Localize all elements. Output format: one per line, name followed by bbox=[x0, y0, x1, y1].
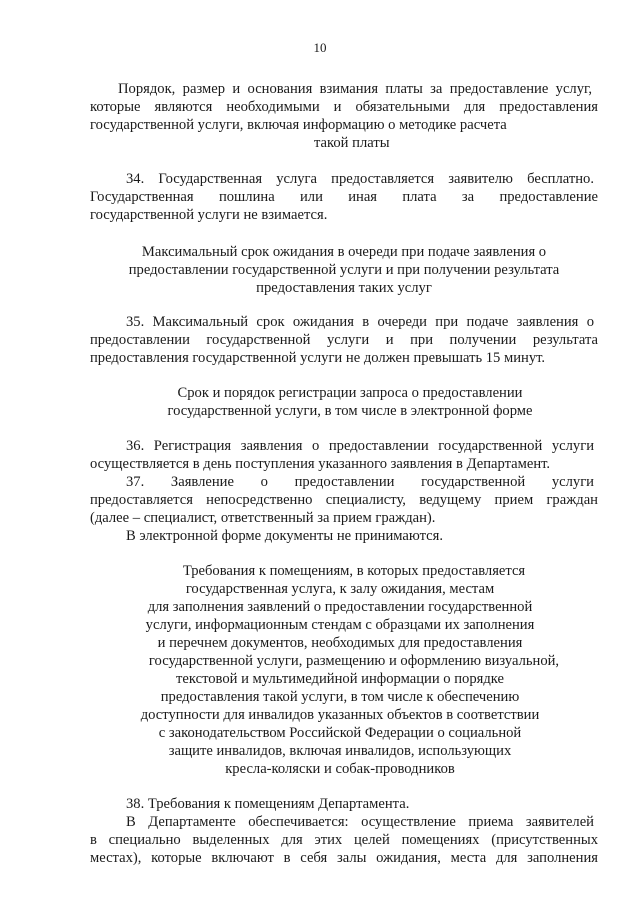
heading-premises-line: и перечнем документов, необходимых для предоставления bbox=[157, 635, 523, 651]
heading-premises-line: услуги, информационным стендам с образцами их заполнения bbox=[145, 617, 535, 633]
heading-premises-line: защите инвалидов, включая инвалидов, использующих bbox=[168, 743, 512, 759]
paragraph-34-line: государственной услуги не взимается. bbox=[90, 207, 328, 223]
heading-premises-line: государственная услуга, к залу ожидания, местам bbox=[185, 581, 495, 597]
paragraph-36-line: 36. Регистрация заявления о предоставлении государственной услуги bbox=[126, 438, 594, 454]
paragraph-37-line: (далее – специалист, ответственный за прием граждан). bbox=[90, 510, 436, 526]
paragraph-38-line: местах), которые включают в себя залы ожидания, места для заполнения bbox=[90, 850, 598, 866]
paragraph-37-line: В электронной форме документы не принимаются. bbox=[126, 528, 444, 544]
paragraph-36-line: осуществляется в день поступления указанного заявления в Департамент. bbox=[90, 456, 551, 472]
heading-payment-line: такой платы bbox=[314, 135, 390, 151]
heading-premises-line: текстовой и мультимедийной информации о порядке bbox=[176, 671, 504, 687]
paragraph-35-line: предоставлении государственной услуги и при получении результата bbox=[90, 332, 598, 348]
heading-waiting-time-line: Максимальный срок ожидания в очереди при подаче заявления о bbox=[141, 244, 547, 260]
heading-premises-line: Требования к помещениям, в которых предоставляется bbox=[182, 563, 526, 579]
heading-premises-line: с законодательством Российской Федерации о социальной bbox=[158, 725, 522, 741]
heading-payment-line: государственной услуги, включая информацию о методике расчета bbox=[90, 117, 507, 133]
heading-registration-line: Срок и порядок регистрации запроса о предоставлении bbox=[177, 385, 523, 401]
heading-premises-line: предоставления такой услуги, в том числе к обеспечению bbox=[160, 689, 520, 705]
paragraph-35-line: предоставления государственной услуги не должен превышать 15 минут. bbox=[90, 350, 546, 366]
paragraph-37-line: 37. Заявление о предоставлении государственной услуги bbox=[126, 474, 594, 490]
page-number: 10 bbox=[313, 40, 327, 55]
paragraph-34-line: 34. Государственная услуга предоставляется заявителю бесплатно. bbox=[126, 171, 594, 187]
heading-payment-line: которые являются необходимыми и обязательными для предоставления bbox=[90, 99, 598, 115]
heading-waiting-time-line: предоставления таких услуг bbox=[256, 280, 432, 296]
paragraph-38-line: в специально выделенных для этих целей помещениях (присутственных bbox=[90, 832, 598, 848]
paragraph-35-line: 35. Максимальный срок ожидания в очереди при подаче заявления о bbox=[126, 314, 594, 330]
heading-premises-line: кресла-коляски и собак-проводников bbox=[225, 761, 455, 777]
paragraph-38-line: 38. Требования к помещениям Департамента. bbox=[126, 796, 410, 812]
heading-registration-line: государственной услуги, в том числе в электронной форме bbox=[167, 403, 533, 419]
paragraph-34-line: Государственная пошлина или иная плата за предоставление bbox=[90, 189, 598, 205]
heading-premises-line: доступности для инвалидов указанных объектов в соответствии bbox=[140, 707, 540, 723]
heading-waiting-time-line: предоставлении государственной услуги и при получении результата bbox=[128, 262, 560, 278]
heading-payment-line: Порядок, размер и основания взимания платы за предоставление услуг, bbox=[118, 81, 592, 97]
paragraph-38-line: В Департаменте обеспечивается: осуществление приема заявителей bbox=[126, 814, 594, 830]
heading-premises-line: государственной услуги, размещению и оформлению визуальной, bbox=[148, 653, 560, 669]
paragraph-37-line: предоставляется непосредственно специалисту, ведущему прием граждан bbox=[90, 492, 598, 508]
heading-premises-line: для заполнения заявлений о предоставлении государственной bbox=[147, 599, 533, 615]
